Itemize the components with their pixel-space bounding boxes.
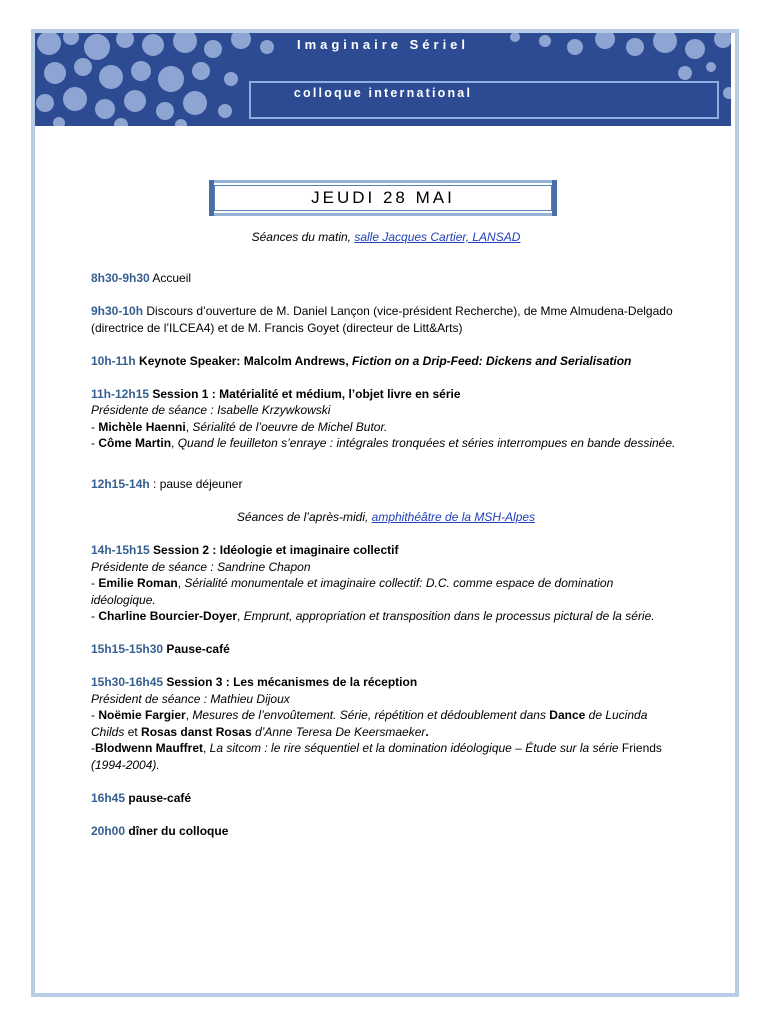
speaker: Charline Bourcier-Doyer xyxy=(98,609,238,623)
speaker: Noëmie Fargier xyxy=(98,708,186,722)
morning-location-link[interactable]: salle Jacques Cartier, LANSAD xyxy=(354,230,521,244)
day-title: JEUDI 28 MAI xyxy=(311,188,455,207)
label-pause-2: pause-café xyxy=(125,790,192,805)
dash: - xyxy=(91,741,95,755)
time-ouverture: 9h30-10h xyxy=(91,304,144,318)
day-title-frame xyxy=(209,180,557,216)
talk-title-part: Mesures de l’envoûtement. Série, répétition et dédoublement dans xyxy=(192,708,550,722)
afternoon-location-link[interactable]: amphithéâtre de la MSH-Alpes xyxy=(371,510,536,524)
time-pause-2: 16h45 xyxy=(91,790,126,805)
label-diner: dîner du colloque xyxy=(125,823,229,838)
session2-talk-2 xyxy=(91,608,681,625)
label-ouverture: Discours d’ouverture de M. Daniel Lançon (vice-président Recherche), de Mme Almudena-Delgado (directrice de l’ILCEA4) et de M. Francis Goyet (directeur de Litt&Arts) xyxy=(91,304,673,335)
sep: , xyxy=(171,436,178,450)
item-diner xyxy=(91,823,681,840)
time-pause-1: 15h15-15h30 xyxy=(91,642,164,656)
label-pause-1: Pause-café xyxy=(163,642,230,656)
header-subtitle: colloque international xyxy=(293,86,473,100)
label-session1: Session 1 : Matérialité et médium, l’objet livre en série xyxy=(149,386,461,401)
afternoon-intro-text: Séances de l’après-midi, xyxy=(236,510,372,524)
sep: , xyxy=(237,609,244,623)
time-accueil: 8h30-9h30 xyxy=(91,271,150,285)
talk-title-part: de Lucinda Childs xyxy=(91,708,648,739)
time-session2: 14h-15h15 xyxy=(91,543,150,557)
session1-heading xyxy=(91,386,681,403)
programme xyxy=(91,229,681,839)
item-pause-2 xyxy=(91,790,681,807)
keynote-title: Fiction on a Drip-Feed: Dickens and Serialisation xyxy=(352,353,632,368)
time-session1: 11h-12h15 xyxy=(91,386,150,401)
session1-talk-1 xyxy=(91,419,681,436)
sep: , xyxy=(185,708,193,722)
speaker: Côme Martin xyxy=(98,436,172,450)
talk-title: Emprunt, appropriation et transposition dans le processus pictural de la série. xyxy=(243,609,655,623)
time-keynote: 10h-11h xyxy=(91,353,136,368)
work-title: Friends xyxy=(621,741,662,755)
keynote-speaker: Keynote Speaker: Malcolm Andrews, xyxy=(135,353,352,368)
dash: - xyxy=(91,609,99,623)
morning-intro xyxy=(91,229,681,246)
session1-chair: Présidente de séance : Isabelle Krzywkowski xyxy=(91,403,331,417)
label-dejeuner: : pause déjeuner xyxy=(149,477,243,491)
item-ouverture xyxy=(91,303,681,336)
item-accueil xyxy=(91,270,681,287)
label-session3: Session 3 : Les mécanismes de la réception xyxy=(163,675,418,689)
session1-talk-2 xyxy=(91,435,681,452)
speaker: Emilie Roman xyxy=(98,576,178,590)
talk-title-part: et xyxy=(127,724,142,739)
session3-chair: Président de séance : Mathieu Dijoux xyxy=(91,691,290,706)
speaker: Michèle Haenni xyxy=(98,419,186,434)
session2-talk-1 xyxy=(91,575,681,608)
talk-title: Quand le feuilleton s’enraye : intégrales tronquées et séries interrompues en bande dessinée. xyxy=(177,436,676,450)
talk-title: Sérialité monumentale et imaginaire collectif: D.C. comme espace de domination idéologique. xyxy=(91,576,614,607)
item-dejeuner xyxy=(91,476,681,493)
work-title: Dance xyxy=(549,708,586,722)
label-session2: Session 2 : Idéologie et imaginaire collectif xyxy=(149,543,399,557)
time-dejeuner: 12h15-14h xyxy=(91,477,150,491)
sep: , xyxy=(177,576,185,590)
speaker: Blodwenn Mauffret xyxy=(95,741,203,755)
sep: , xyxy=(185,419,193,434)
header-banner xyxy=(35,33,731,126)
talk-title: Sérialité de l’oeuvre de Michel Butor. xyxy=(192,419,388,434)
session2-heading xyxy=(91,542,681,559)
work-title: Rosas danst Rosas xyxy=(141,724,252,739)
talk-title-part: La sitcom : le rire séquentiel et la domination idéologique – Étude sur la série xyxy=(209,741,622,755)
time-session3: 15h30-16h45 xyxy=(91,675,164,689)
session3-talk-2 xyxy=(91,740,681,773)
dash: - xyxy=(91,576,99,590)
session3-heading xyxy=(91,674,681,691)
talk-title-part: d’Anne Teresa De Keersmaeker xyxy=(251,724,426,739)
sep: , xyxy=(203,741,210,755)
dash: - xyxy=(91,436,99,450)
item-keynote xyxy=(91,353,681,370)
header-title: Imaginaire Sériel xyxy=(296,37,470,52)
session3-talk-1 xyxy=(91,707,681,740)
talk-title-part: (1994-2004). xyxy=(91,757,160,772)
item-pause-1 xyxy=(91,641,681,658)
morning-intro-text: Séances du matin, xyxy=(251,230,355,244)
dash: - xyxy=(91,419,99,434)
dash: - xyxy=(91,708,99,722)
label-accueil: Accueil xyxy=(149,271,192,285)
time-diner: 20h00 xyxy=(91,823,126,838)
talk-title-part: . xyxy=(425,724,429,739)
session2-chair: Présidente de séance : Sandrine Chapon xyxy=(91,559,311,574)
afternoon-intro xyxy=(91,509,681,526)
